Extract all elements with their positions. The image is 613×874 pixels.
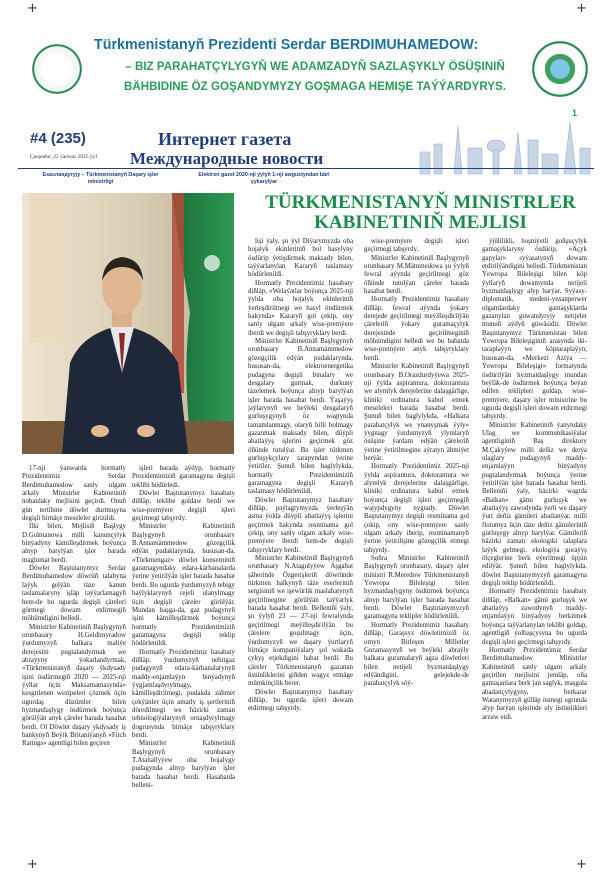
article-paragraph: Ilki bilen, Mejlisiň Başlygy D.Gulmanowa milli kanunçylyk binýadyny kämilleşdirmek boýunça alnyp barylýan işler barada maglumat berdi. bbox=[22, 523, 126, 564]
newspaper-subtitle: Международные новости bbox=[130, 149, 324, 168]
founder-note: Esasландyryjy – Türkmenistanyň Daşary işler ministrligi bbox=[42, 172, 159, 185]
headline-line: KABINETINIŇ MEJLISI bbox=[314, 212, 527, 233]
article-paragraph: Döwlet Baştutanymyz hasabaty diňläp, paýtagtymyzda ýerleşýän asma ýolda düýpli abatlaýyş işlerini geçirmek hakynda resminama gol çekip, ony sanly ulgam arkaly wise-premýere iberdi hem-de degişli tabşyryklary berdi. bbox=[248, 496, 353, 554]
article-paragraph: ýjülilikli, hoşniýetli goňşuçylyk gatnaşyklaryny ösdürip, «Açyk gapylar» syýasatynyň dowam etdirilýändigini belledi. Türkmenistan Ýewropa Bileleşigi bilen köp ýyllaryň dowamynda netijeli hyzmatdaşlygy alyp barýar. Syýasy-diplomatik, medeni-ynsanperwer ulgamlardaky gatnaşyklarda gazanylan guwandyryjy netijeler munuň aýdyň güwäsidir. Döwlet Baştutanymyz Türkmenistan bilen Ýewropa Bileleşiginiň arasynda iki-taraplaýyn we köptaraplaýyn, hususan-da, «Merkezi Aziýa — Ýewropa Bileleşigi» formatynda ösdürilýän hyzmatdaşlygy mundan beýläk-de ösdürmek boýunça beýan edilen teklipleri goldap, wise-premýere, daşary işler ministrine bu ugurda degişli işleri dowam etdirmegi tabşyrdy. bbox=[482, 238, 587, 421]
article-paragraph: Döwlet Baştutanymyz Serdar Berdimuhamedow döwrüň talabyna laýyk gelýän täze kanun taslamalaryny işläp taýýarlamagyň hem-de bu ugurda degişli çäreleri görmegi dowam etdirmegiň möhümdigini belledi. bbox=[22, 565, 126, 623]
article-column-4 bbox=[364, 238, 469, 870]
article-paragraph: Döwlet Baştutanymyz hasabaty diňläp, bu ugurda işleri dowam etdirmegi tabşyrdy. bbox=[248, 688, 353, 713]
banner-quote-line: – BIZ PARAHATÇYLYGYŇ WE ADAMZADYŇ SAZLAŞYKLY ÖSÜŞINIŇ bbox=[125, 60, 505, 73]
article-paragraph: Ministrler Kabinetiniň Başlygynyň orunbasary B.Annamämmedow gözegçilik edýän pudaklarynda, hususan-da, «Türkmengaz» döwlet konserniniň garamagyndaky edara-kärhanalarda ýerine ýetirilýän işler barada hasabat berdi. Bu ugurda ýurdumyzyň tebigy baýlyklarynyň rejeli ulanylmagy üçin degişli çäreler görülýär. Mundan başga-da, gaz pudagynyň işini kämilleşdirmek boýunça hormatly Prezidentimiziň garamagyna degişli teklip hödürlenildi. bbox=[132, 523, 235, 648]
article-paragraph: Ministrler Kabinetiniň ýanyndaky Ulag we kommunikasiýalar agentliginiň Baş direktory M.Çakyýew milli deňiz we derýa ulaglary pudagynyň maddy-enjamlaýyn binýadyny pugtalandyrmak boýunça ýerine ýetirilýän işler barada hasabat berdi. Belleniňi ýaly, häzirki wagtda «Balkan» gämi gurluşyk we abatlaýyş zawodynda ýerli we daşary ýurt deňiz gämileri abatlanýar, milli flotumyz üçin täze deňiz gämileriniň gurluşygy alnyp barylýar. Gämileriň häzirki zaman ekologiki talaplara laýyk gelmegi, ekologiýa goraýyş ölçeglerine berk eýerilmegi üpjün edilýär. Şunuň bilen baglylykda, döwlet Baştutanymyzyň garamagyna degişli teklip hödürlenildi. bbox=[482, 421, 587, 588]
article-paragraph: lişi ýaly, şu ýyl Diýarymyzda oba hojalyk ekinleriniň bol hasylyny ösdürip ýetişdirmek maksady bilen, taýýarlanylan Kararyň taslamasy hödürlenildi. bbox=[248, 238, 353, 279]
page-edge-mark: 1 bbox=[572, 108, 578, 118]
state-emblem-icon bbox=[28, 40, 86, 98]
crop-mark: + bbox=[27, 857, 38, 872]
article-paragraph: wise-premýere degişli işleri geçirmegi tabşyrdy. bbox=[364, 238, 469, 254]
article-paragraph: Soňra Ministrler Kabinetiniň Başlygynyň orunbasary, daşary işler ministri R.Meredow Türkmenistanyň Ýewropa Bileleşigi bilen hyzmatdaşlygyny ösdürmek boýunça alnyp barylýan işler barada hasabat berdi. Döwlet Baştutanymyzyň garamagyna teklipler hödürlenildi. bbox=[364, 555, 469, 621]
newspaper-title: Интернет газета bbox=[158, 129, 292, 149]
article-headline bbox=[248, 193, 593, 233]
crop-mark: + bbox=[576, 1, 587, 16]
article-paragraph: Ministrler Kabinetiniň Başlygynyň orunbasary B.Orazdurdyýewa 2025-nji ýylda aspirantura, doktorantura we alymlyk derejelerine dalaşgärlige, kliniki ordinatura kabul etmek meseleleri barada hasabat berdi. Şunuň bilen baglylykda, «Halkara parahatçylyk we ynanyşmak ýyly» ýygnagy ýurdumyzyň ylymlaryň ösüşine ýardam edýän çäreleriň ýerine ýetirilmegine aýratyn ähmiýet berýär. bbox=[364, 363, 469, 462]
article-paragraph: Hormatly Prezidentimiz hasabaty diňläp, Garaşsyz döwletimiziň öz ornyn Birleşen Milletler Guramasynyň we beýleki abraýly halkara guramalaryň agza döwletleri bilen netijeli hyzmatdaşlygy edýändigini, gelejekde-de parahatçylyk söý- bbox=[364, 621, 469, 688]
crop-mark: + bbox=[576, 857, 587, 872]
article-column-1 bbox=[22, 465, 126, 870]
crop-mark: + bbox=[27, 1, 38, 16]
president-photo bbox=[22, 193, 234, 454]
article-paragraph: Hormatly Prezidentimiz hasabaty diňläp, fewral aýynda ýokary derejede geçirilmegi meýilleşdirilýän çäreleriň ýokary guramaçylyk derejesinde geçirilmeginiň möhümdigini belledi we bu babatda wise-premýere anyk tabşyryklary berdi. bbox=[364, 296, 469, 362]
article-paragraph: Döwlet Baştutanymyz hasabaty diňläp, teklibe goldaw berdi we wise-premýere degişli işleri geçirmegi tabşyrdy. bbox=[132, 490, 235, 523]
article-paragraph: Ministrler Kabinetiniň Başlygynyň orunbasary T.Atahallyýew oba hojalygy pudagynda alnyp barylýan işler barada hasabat berdi. Hasabatda belleni- bbox=[132, 740, 235, 790]
headline-line: TÜRKMENISTANYŇ MINISTRLER bbox=[265, 192, 576, 213]
issue-number: #4 (235) bbox=[30, 130, 86, 147]
article-paragraph: 17-nji ýanwarda hormatly Prezidentimiz Serdar Berdimuhamedow sanly ulgam arkaly Ministrler Kabinetiniň nobatdaky mejlisini geçirdi. Onuň gün tertibine döwlet durmuşyna degişli birnäçe meseleler girizildi. bbox=[22, 465, 126, 523]
article-column-5 bbox=[482, 238, 587, 870]
article-column-3 bbox=[248, 238, 353, 870]
article-paragraph: Ministrler Kabinetiniň Başlygynyň orunbasary H.Geldimyradow ýurdumyzyň halkara maliýe derejesini pugtalandyrmak we abraýyny ýokarlandyrmak, «Türkmenistanyň daşary ýkdysady işini ösdürmegiň 2020 — 2025-nji ýyllar üçin Maksatnamasynda» kesgitlenen wezipeleri çözmek üçin ugurdaş düzümler bilen hyzmatdaşlygy ösdürmek boýunça görülýän anyk çäreler barada hasabat berdi. Ol Döwlet daşary ykdysady iş bankynyň Beýik Britaniýanyň «Fitch Ratings» agentligi bilen geçiren bbox=[22, 623, 126, 748]
top-banner bbox=[20, 24, 593, 114]
peace-year-emblem-icon bbox=[529, 38, 591, 100]
president-photo-image bbox=[22, 193, 234, 454]
article-paragraph: Hormatly Prezidentimiz Serdar Berdimuhamedow Ministrler Kabinetiniň sanly ulgam arkaly geçirilen mejlisini jemläp, oňa gatnaşanlara berk jan saglyk, maşgala abadançylygyny, berkarar Watanymyzyň gülläp ösmegi ugrunda alyp barýan işlerinde uly üstünlikleri arzuw etdi. bbox=[482, 646, 587, 721]
article-paragraph: Ministrler Kabinetiniň Başlygynyň orunbasary B.Annamämmedow gözegçilik edýän pudaklarynda, hususan-da, elektroenergetika pudagyna degişli binalary we desgalary gurmak, durkuny täzelemek boýunça alnyp barylýan işler barada hasabat berdi. Ýaşaýyş jaýlarynyň we beýleki desgalaryň gurluşygynyň öz wagtynda tamamlanmagy, olaryň hilli bolmagy gazanmak maksady bilen, düýpli abatlaýyş işlerini geçirmek göz öňünde tutulýar. Bu işler türkmen gurluşykçylary tarapyndan ýerine ýetiriler. Şunuň bilen baglylykda, hormatly Prezidentimiziň garamagyna degişli Kararyň taslamasy hödürlenildi. bbox=[248, 338, 353, 496]
banner-quote-line: BÄHBIDINE ÖZ GOŞANDYMYZY GOŞMAGA HEMIŞE TAÝÝARDYRYS. bbox=[124, 80, 506, 93]
article-paragraph: Ministrler Kabinetiniň Başlygynyň orunbasary N.Atagulyýew Aşgabat şäherinde Özgerişleriň döwründe türkmen halkynyň täze eserleriniň sergisiniň we işewürlik maslahatynyň geçirilmegine görülýän taýýarlyk barada hasabat berdi. Belleniňi ýaly, şu ýylyň 23 — 27-nji fewralynda geçirilmegi meýilleşdirilýän bu çärelere goşulmagy üçin, ýurdumyzyň we daşary ýurtlaryň birnäçe kompaniýalary şol wakada çykyş etjekdigini habar berdi. Bu çäreler Türkmenistanyň gazanan üstünliklerini giňden wagyz etmäge mümkinçilik berer. bbox=[248, 555, 353, 688]
article-paragraph: Hormatly Prezidentimiz hasabaty diňläp, «Welaýatlar boýunça 2025-nji ýylda oba hojalyk ekinleriniň ýerleşdirilmegi we hasyl öndürmek hakynda» Kararyň gol çekip, ony sanly ulgam arkaly wise-premýere iberdi we degişli tabşyryklary berdi. bbox=[248, 279, 353, 337]
issue-date: Çarşenbe, 22 ýanwar 2025 ýyl bbox=[30, 154, 98, 160]
publication-note: Elektron gazet 2020-nji ýylyň 1-nji awgustyndan bäri çykarylýar bbox=[198, 172, 330, 185]
article-column-2 bbox=[132, 465, 235, 870]
banner-quote-author: Türkmenistanyň Prezidenti Serdar BERDIMUHAMEDOW: bbox=[94, 37, 479, 53]
article-paragraph: Hormatly Prezidentimiz hasabaty diňläp, ýurdumyzyň nebitgaz pudagynyň edara-kärhanalarynyň maddy-enjamlaýyn binýadynyň ýygjamlaşdyrylmagy, kämilleşdirilmegi, pudakda zähmet çekýänler üçin amatly iş şertleriniň döredilmegi we häzirki zaman tehnologiýalarynyň ornaşdyrylmagy dogrusynda birnäçe tabşyryklary berdi. bbox=[132, 648, 235, 739]
article-paragraph: işleri barada aýdyp, hormatly Prezidentimiziň garamagyna degişli teklibi hödürledi. bbox=[132, 465, 235, 489]
article-paragraph: Hormatly Prezidentimiz 2025-nji ýylda aspirantura, doktorantura we alymlyk derejelerine dalaşgärlige, kliniki ordinatura kabul etmek boýunça degişli işleri geçirmegiň wajypdygyny nygtady. Döwlet Baştutanymyz degişli resminama gol çekip, ony wise-premýere sanly ulgam arkaly iberip, resminamanyň ýerine ýetirilişine gözegçilik etmegi tabşyrdy. bbox=[364, 463, 469, 554]
article-paragraph: Hormatly Prezidentimiz hasabaty diňläp, «Balkan» gämi gurluşyk we abatlaýyş zawodynyň maddy-enjamlaýyn binýadyny berkitmek boýunça taýýarlanylan teklibi goldap, agentligiň ýolbaşçysyna bu ugurda degişli işleri geçirmegi tabşyrdy. bbox=[482, 588, 587, 646]
article-paragraph: Ministrler Kabinetiniň Başlygynyň orunbasary M.Mämmedowa şu ýylyň fewral aýynda geçirilmegi göz öňünde tutulýan çäreler barada hasabat berdi. bbox=[364, 254, 469, 296]
info-bar bbox=[18, 168, 594, 191]
